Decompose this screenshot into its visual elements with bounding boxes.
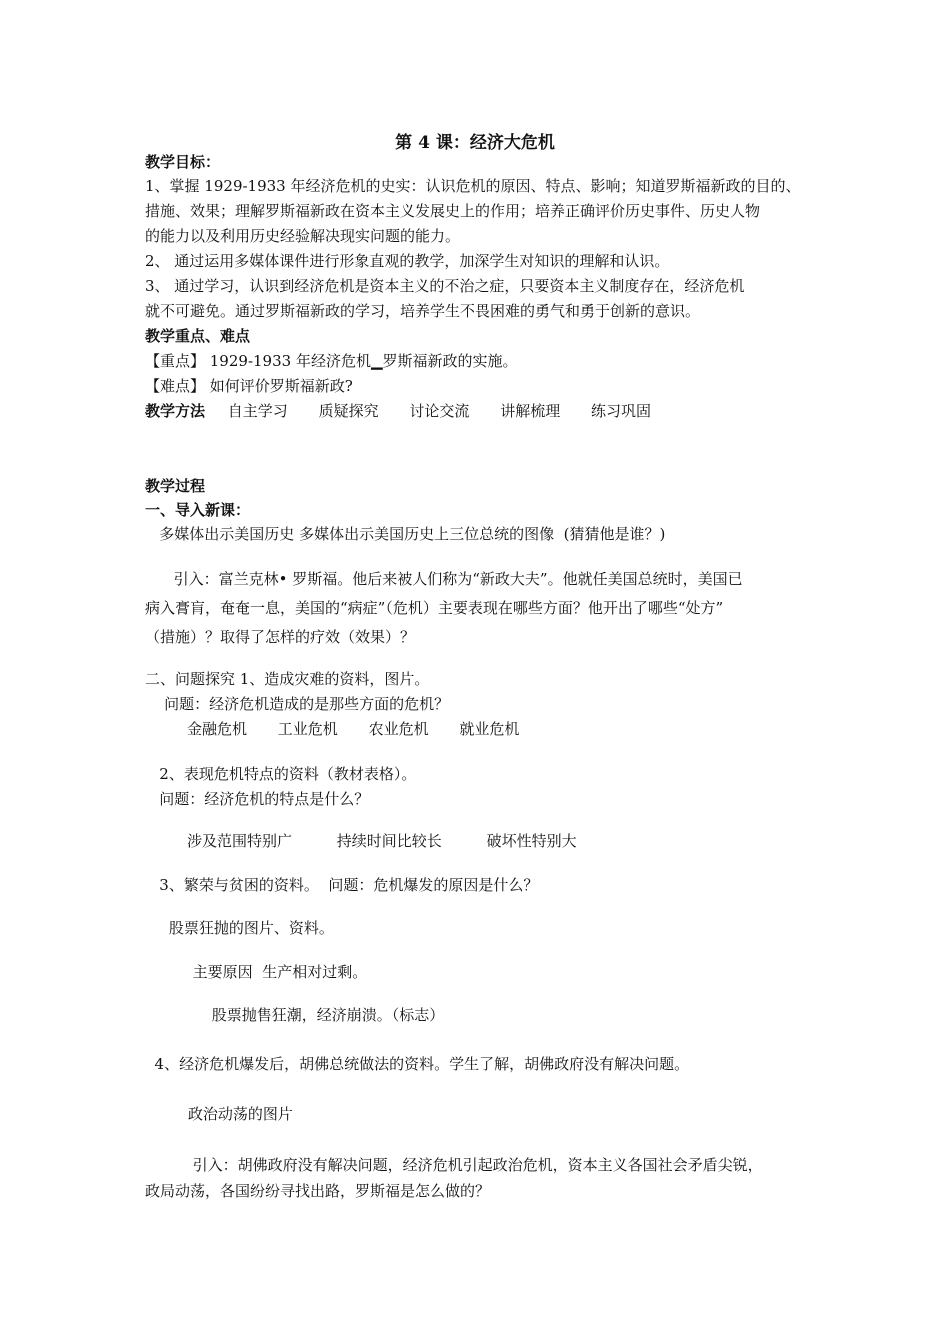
- feature-item: 持续时间比较长: [336, 832, 442, 850]
- crisis-item: 金融危机: [187, 720, 248, 738]
- lesson-title: 第 4 课：经济大危机: [395, 133, 555, 153]
- key-difficulty: 【难点】 如何评价罗斯福新政?: [145, 377, 353, 395]
- section-2-question-2: 问题：经济危机的特点是什么？: [145, 790, 370, 808]
- methods-line: [145, 401, 677, 421]
- lead-2-line-2: 政局动荡，各国纷纷寻找出路，罗斯福是怎么做的？: [145, 1182, 491, 1200]
- method-item: 讲解梳理: [500, 402, 561, 420]
- objective-3-line-2: 就不可避免。通过罗斯福新政的学习，培养学生不畏困难的勇气和勇于创新的意识。: [145, 302, 701, 320]
- feature-item: 涉及范围特别广: [187, 832, 293, 850]
- lead-2-line-1: 引入：胡佛政府没有解决问题，经济危机引起政治危机，资本主义各国社会矛盾尖锐，: [145, 1156, 763, 1174]
- intro-line: 多媒体出示美国历史 多媒体出示美国历史上三位总统的图像 (猜猜他是谁？): [145, 525, 666, 543]
- features-list: [187, 831, 617, 851]
- keypoints-heading: 教学重点、难点: [145, 327, 251, 345]
- section-2-item-3: 3、繁荣与贫困的资料。 问题：危机爆发的原因是什么？: [145, 876, 539, 894]
- method-item: 练习巩固: [590, 402, 651, 420]
- crisis-item: 工业危机: [277, 720, 338, 738]
- feature-item: 破坏性特别大: [486, 832, 577, 850]
- politics-line: 政治动荡的图片: [145, 1105, 293, 1123]
- section-1-heading: 一、导入新课：: [145, 501, 251, 519]
- objective-2: 2、 通过运用多媒体课件进行形象直观的教学，加深学生对知识的理解和认识。: [145, 252, 670, 270]
- key-focus: 【重点】 1929-1933 年经济危机▁罗斯福新政的实施。: [145, 352, 518, 370]
- section-2-line: 二、问题探究 1、造成灾难的资料，图片。: [145, 670, 430, 688]
- section-2-item-2: 2、表现危机特点的资料（教材表格）。: [145, 765, 417, 783]
- crisis-item: 就业危机: [459, 720, 520, 738]
- lead-1-line-3: （措施）？取得了怎样的疗效（效果）？: [145, 628, 416, 646]
- crisis-item: 农业危机: [368, 720, 429, 738]
- objective-3-line-1: 3、 通过学习，认识到经济危机是资本主义的不治之症，只要资本主义制度存在，经济危机: [145, 277, 745, 295]
- method-item: 质疑探究: [318, 402, 379, 420]
- objective-1-line-1: 1、掌握 1929-1933 年经济危机的史实：认识危机的原因、特点、影响；知道罗斯福新政的目的、: [145, 177, 801, 195]
- process-heading: 教学过程: [145, 477, 206, 495]
- objectives-heading: 教学目标：: [145, 153, 221, 171]
- cause-line: 主要原因 生产相对过剩。: [145, 963, 368, 981]
- sign-line: 股票抛售狂潮，经济崩溃。（标志）: [145, 1006, 445, 1024]
- method-item: 讨论交流: [409, 402, 470, 420]
- objective-1-line-2: 措施、效果；理解罗斯福新政在资本主义发展史上的作用；培养正确评价历史事件、历史人物: [145, 202, 761, 220]
- crises-list: [187, 719, 545, 739]
- lead-1-line-2: 病入膏肓，奄奄一息，美国的“病症”（危机）主要表现在哪些方面？他开出了哪些“处方”: [145, 599, 724, 617]
- methods-label: 教学方法: [145, 402, 206, 420]
- objective-1-line-3: 的能力以及利用历史经验解决现实问题的能力。: [145, 227, 461, 245]
- section-2-question-1: 问题：经济危机造成的是那些方面的危机？: [145, 695, 450, 713]
- method-item: 自主学习: [227, 402, 288, 420]
- section-2-item-4: 4、经济危机爆发后，胡佛总统做法的资料。学生了解，胡佛政府没有解决问题。: [145, 1055, 690, 1073]
- stock-line: 股票狂抛的图片、资料。: [145, 919, 334, 937]
- lead-1-line-1: 引入：富兰克林• 罗斯福。他后来被人们称为“新政大夫”。他就任美国总统时，美国已: [145, 570, 743, 588]
